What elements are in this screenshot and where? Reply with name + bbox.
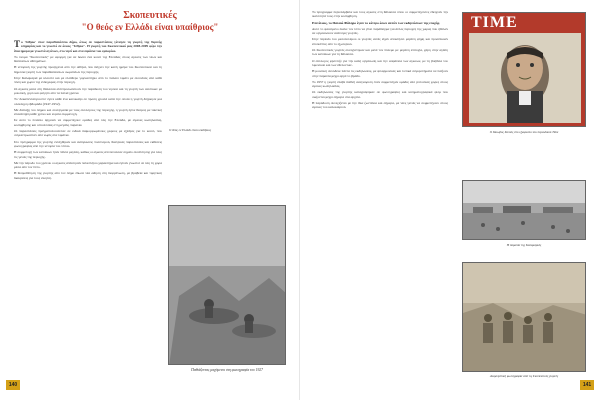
right-page <box>300 0 600 400</box>
beach-photo-caption: Η παραλία της Καλαμαριάς <box>506 243 542 247</box>
paragraph: Στην περίοδο του μεσοπολέμου οι γιορτές αυτές είχαν αποκτήσει μεγάλη φήμη και προσέλκυαν επισκέπτες από το εξωτερικό. <box>312 37 448 46</box>
paragraph: Οι παραστάσεις πραγματοποιούνταν σε ειδικά διαμορφωμένους χώρους με εξέδρες για το κοινό, που συγκεντρωνόταν από νωρίς στα λιμάνια. <box>14 129 162 138</box>
time-cover-caption: Ο Ιάκωβος Χαλιός στο εξώφυλλο του περιοδικού Time <box>489 130 559 134</box>
paragraph: Οι αγώνες μέσα στη θάλασσα αντιπροσωπεύουν την παράδοση του νησιού και τη γιορτή των ναυτικών με μουσική, χορό και φαγητό από τα παλιά χρόνια. <box>14 86 162 95</box>
left-page-number: 140 <box>6 380 20 390</box>
side-caption: Ο θεός εν Ελλάδι είναι υπαίθριος <box>168 128 212 132</box>
rowing-photo-illustration <box>169 206 286 365</box>
time-logo: TIME <box>471 14 518 31</box>
paragraph: Με την πάροδο του χρόνου οι αγώνες απέκτησαν πανελλήνιο χαρακτήρα και έγιναν γνωστοί σε όλη τη χώρα μέσα από τον τύπο. <box>14 160 162 170</box>
paragraph: Η συμμετοχή των κατοίκων ήταν πάντα μεγάλη, καθώς οι αγώνες αποτελούσαν σημείο συνάντησης για όλες τις γενιές της περιοχής. <box>14 150 162 159</box>
paragraph: Οι Σκοπευτικές γιορτές συνεχίστηκαν και μετά τον πόλεμο με μεγάλη επιτυχία, χάρη στην αγάπη των κατοίκων για τη θάλασσα. <box>312 48 448 57</box>
paragraph: Η παράδοση συνεχίζεται με την ίδια ζωντάνια και σήμερα, με νέες γενιές να συμμετέχουν στους αγώνες του καλοκαιριού. <box>312 101 448 110</box>
paragraph: Αυτό το φαινόμενο έκανε τον τόπο να γίνει παράδειγμα για άλλες περιοχές της χώρας που ήθελαν να οργανώσουν ανάλογες γιορτές. <box>312 26 448 36</box>
time-cover-photo <box>462 12 586 127</box>
article-title-block <box>0 10 300 33</box>
left-photo-caption: Παθιάζοντας μαχόμενοι στη φωτογραφία του 1927 <box>191 368 263 372</box>
paragraph: Σε αυτό το πλαίσιο άρχισαν να συμμετέχουν ομάδες από όλη την Ελλάδα, με αγώνες κωπηλασίας, κολύμβησης και ιστιοπλοΐας στη μεγάλη παραλία. <box>14 118 162 127</box>
paragraph: Η θεσμοθέτηση της γιορτής από τον Δήμο έδωσε νέα ώθηση στη διοργάνωση, με βραβεία και τιμητικές διακρίσεις για τους νικητές. <box>14 171 162 180</box>
paragraph: Η ιστορική της γιορτής προέρχεται από την Αθηνά, που δείχνει την καλή ημέρα του Σκοπευτικού και τη δημόσια γιορτή των παραθαλάσσιων σωματείων της περιοχής. <box>14 65 162 74</box>
paragraph: Με διάταξη του Δήμου και συνεργασία με τους συλλόγους της περιοχής, η γιορτή έγινε θεσμός με τακτική επανάληψη κάθε χρόνο και ευρεία συμμετοχή. <box>14 107 162 117</box>
paragraph: Η μουσική συνόδευε πάντα τις εκδηλώσεις, με φιλαρμονικές και τοπικά συγκροτήματα να παίζουν στην παραλία μέχρι αργά το βράδυ. <box>312 69 448 78</box>
beach-photo-illustration <box>463 181 586 240</box>
article-title: Σκοπευτικές <box>123 10 177 21</box>
lead-paragraph <box>14 40 162 53</box>
drop-cap: Τ <box>14 40 21 49</box>
archival-photo-caption: Αναμνηστική φωτογραφία από τις Σκοπευτικές γιορτές <box>489 374 559 378</box>
left-photo <box>168 205 286 365</box>
paragraph: Το όνομα "Σκοπευτικές" με αφορμή για να δώσει ένα κοινό της Ελλάδας στους αγώνες των νέων και θαλάσσιων αθλημάτων. <box>14 54 162 64</box>
highlight-paragraph: Επιτέλους, το Παλαιό Φάληρο έγινε το κέντρο όλων αυτών των εκδηλώσεων της εποχής. <box>312 20 440 25</box>
paragraph: Το 1957 η γιορτή έλαβε διεθνή αναγνώριση όταν συμμετείχαν ομάδες από γειτονικές χώρες στους αγώνες κωπηλασίας. <box>312 79 448 89</box>
paragraph: Στην Καλαμαριά με κλειστό και με ελεύθερο γυμναστήριο από το παλαιό λιμάνι με συνοδούς από κάθε πόλη και χωριό της ενδοχώρας στην περιοχή. <box>14 76 162 85</box>
article-subtitle: "Ο θεός εν Ελλάδι είναι υπαίθριος" <box>81 22 219 32</box>
paragraph: Ο σύλλογος φρόντιζε για την καλή οργάνωση και την ασφάλεια των αγώνων, με τη βοήθεια του λιμενικού και των εθελοντών. <box>312 58 448 67</box>
right-text-column <box>312 10 448 385</box>
left-text-column <box>14 40 162 385</box>
right-page-number: 141 <box>580 380 594 390</box>
paragraph: Οι εκδηλώσεις της γιορτής καταγράφηκαν σε φωτογραφίες και κινηματογραφικά φιλμ που σώζονται μέχρι σήμερα στα αρχεία. <box>312 90 448 99</box>
lead-text: ο 'Ισθμιο' στον παραθαλάσσιο δήμο, όπως σε παραστάσεις γέννησε τη γιορτή της θερινής ισημερίας και το γνωστό σε όλους "Ισθμιο". Η γιορτή του Σκοπευτικού μας 2008-2009 φέρε την ίδια ημερα με γνωστά αγώνων, στο νησί και στα λιμάνια του εμπορίου. <box>14 40 162 53</box>
archival-photo-illustration <box>463 263 586 372</box>
paragraph: Το πρόγραμμα περιελάμβανε και τους αγώνες στη θάλασσα όπου οι συμμετέχοντες έδειχναν την ικανότητά τους στην κολύμβηση. <box>312 10 448 19</box>
archival-photo <box>462 262 586 372</box>
beach-photo <box>462 180 586 240</box>
paragraph: Στο πρόγραμμα της γιορτής εντάχθηκαν και εκδηλώσεις πολιτισμού, θεατρικές παραστάσεις και εκθέσεις φωτογραφίας από την ιστορία του τόπου. <box>14 139 162 148</box>
paragraph: Το 'Δεκαπενταύγουστο' έγινε κάθε ένα καλοκαίρι σε πρώτη χρονιά κατά την οποία η γιορτή διήρκησε μια ολόκληρη εβδομάδα (1947-1952). <box>14 97 162 106</box>
